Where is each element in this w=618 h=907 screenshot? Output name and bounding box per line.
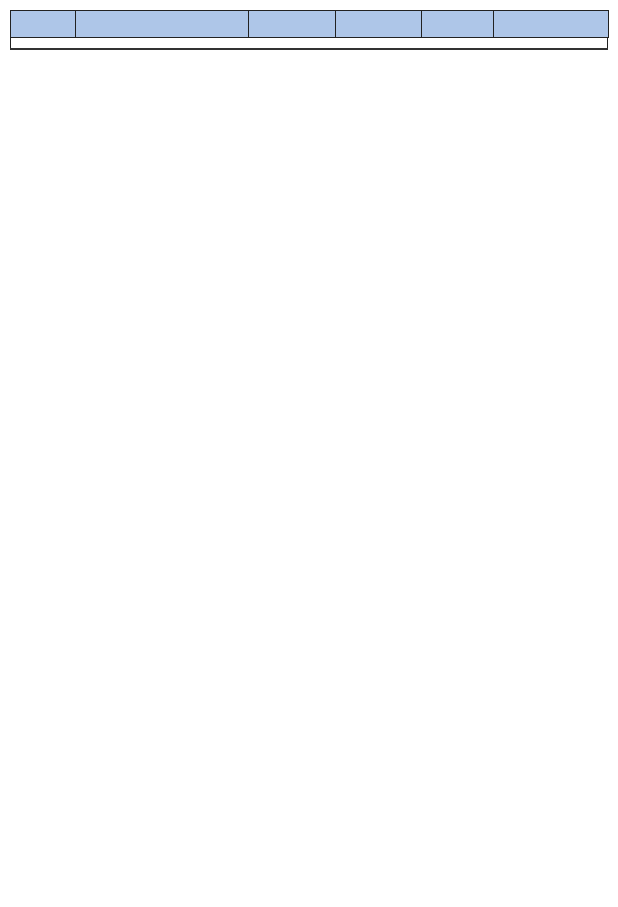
header-index [11,11,76,38]
header-remarks [494,11,609,38]
header-tuition [422,11,494,38]
header-category [249,11,336,38]
header-row [11,11,609,38]
header-major-name [76,11,249,38]
page-gap [10,38,608,48]
enrollment-table-container [10,10,608,50]
header-enrollment-plan [336,11,422,38]
page-divider [10,48,608,50]
enrollment-table-top [10,10,609,38]
